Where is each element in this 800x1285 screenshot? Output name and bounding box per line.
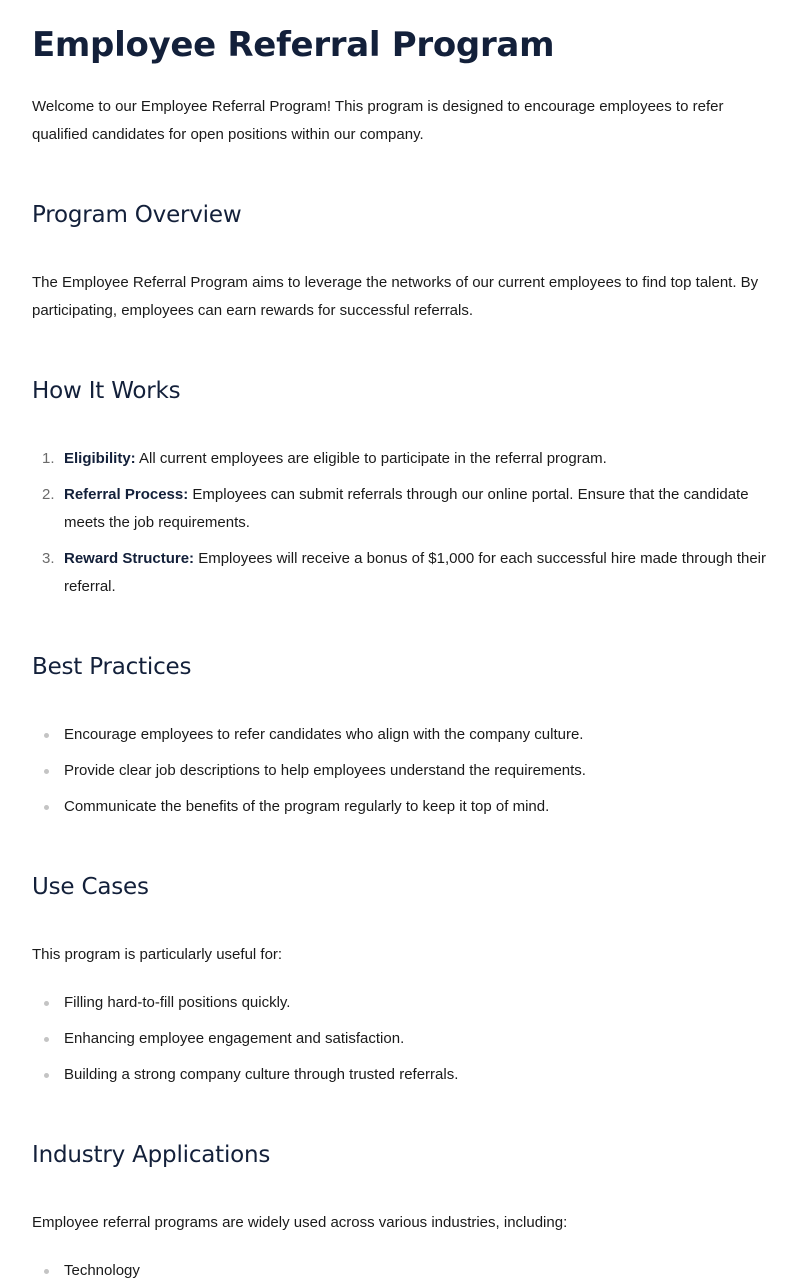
item-text: Encourage employees to refer candidates who align with the company culture. (64, 726, 584, 743)
bullet-icon (44, 1037, 49, 1042)
overview-heading: Program Overview (32, 202, 242, 228)
item-text: Technology (64, 1262, 140, 1279)
item-text: Provide clear job descriptions to help employees understand the requirements. (64, 762, 586, 779)
bullet-icon (44, 1269, 49, 1274)
list-item (32, 481, 768, 537)
use-cases-paragraph: This program is particularly useful for: (32, 946, 283, 963)
list-number: 2. (42, 486, 55, 503)
item-text: Enhancing employee engagement and satisfaction. (64, 1030, 405, 1047)
item-label: Reward Structure: (64, 550, 195, 567)
document-page (0, 25, 800, 1285)
industry-heading: Industry Applications (32, 1142, 271, 1168)
how-it-works-heading: How It Works (32, 378, 181, 404)
list-number: 3. (42, 550, 55, 567)
item-text: Employees will receive a bonus of $1,000 for each successful hire made through their referral. (64, 550, 767, 595)
list-item (32, 989, 768, 1017)
item-text: Filling hard-to-fill positions quickly. (64, 994, 291, 1011)
bullet-icon (44, 1001, 49, 1006)
bullet-icon (44, 769, 49, 774)
list-item (32, 793, 768, 821)
best-practices-list (32, 721, 768, 821)
bullet-icon (44, 733, 49, 738)
list-item (32, 1061, 768, 1089)
page-title: Employee Referral Program (32, 25, 555, 65)
item-text: Communicate the benefits of the program regularly to keep it top of mind. (64, 798, 550, 815)
list-item (32, 1025, 768, 1053)
bullet-icon (44, 805, 49, 810)
list-item (32, 445, 768, 473)
intro-paragraph: Welcome to our Employee Referral Program! This program is designed to encourage employees to refer qualified candidates for open positions within our company. (32, 98, 724, 143)
industry-list (32, 1257, 768, 1285)
list-item (32, 757, 768, 785)
item-text: All current employees are eligible to participate in the referral program. (135, 450, 607, 467)
item-text: Employees can submit referrals through our online portal. Ensure that the candidate meets the job requirements. (64, 486, 749, 531)
bullet-icon (44, 1073, 49, 1078)
list-item (32, 721, 768, 749)
how-it-works-list (32, 445, 768, 601)
list-item (32, 1257, 768, 1285)
list-number: 1. (42, 450, 55, 467)
list-item (32, 545, 768, 601)
best-practices-heading: Best Practices (32, 654, 192, 680)
item-text: Building a strong company culture through trusted referrals. (64, 1066, 459, 1083)
item-label: Referral Process: (64, 486, 189, 503)
overview-paragraph: The Employee Referral Program aims to leverage the networks of our current employees to find top talent. By participating, employees can earn rewards for successful referrals. (32, 274, 759, 319)
item-label: Eligibility: (64, 450, 136, 467)
use-cases-list (32, 989, 768, 1089)
use-cases-heading: Use Cases (32, 874, 149, 900)
industry-paragraph: Employee referral programs are widely used across various industries, including: (32, 1214, 568, 1231)
